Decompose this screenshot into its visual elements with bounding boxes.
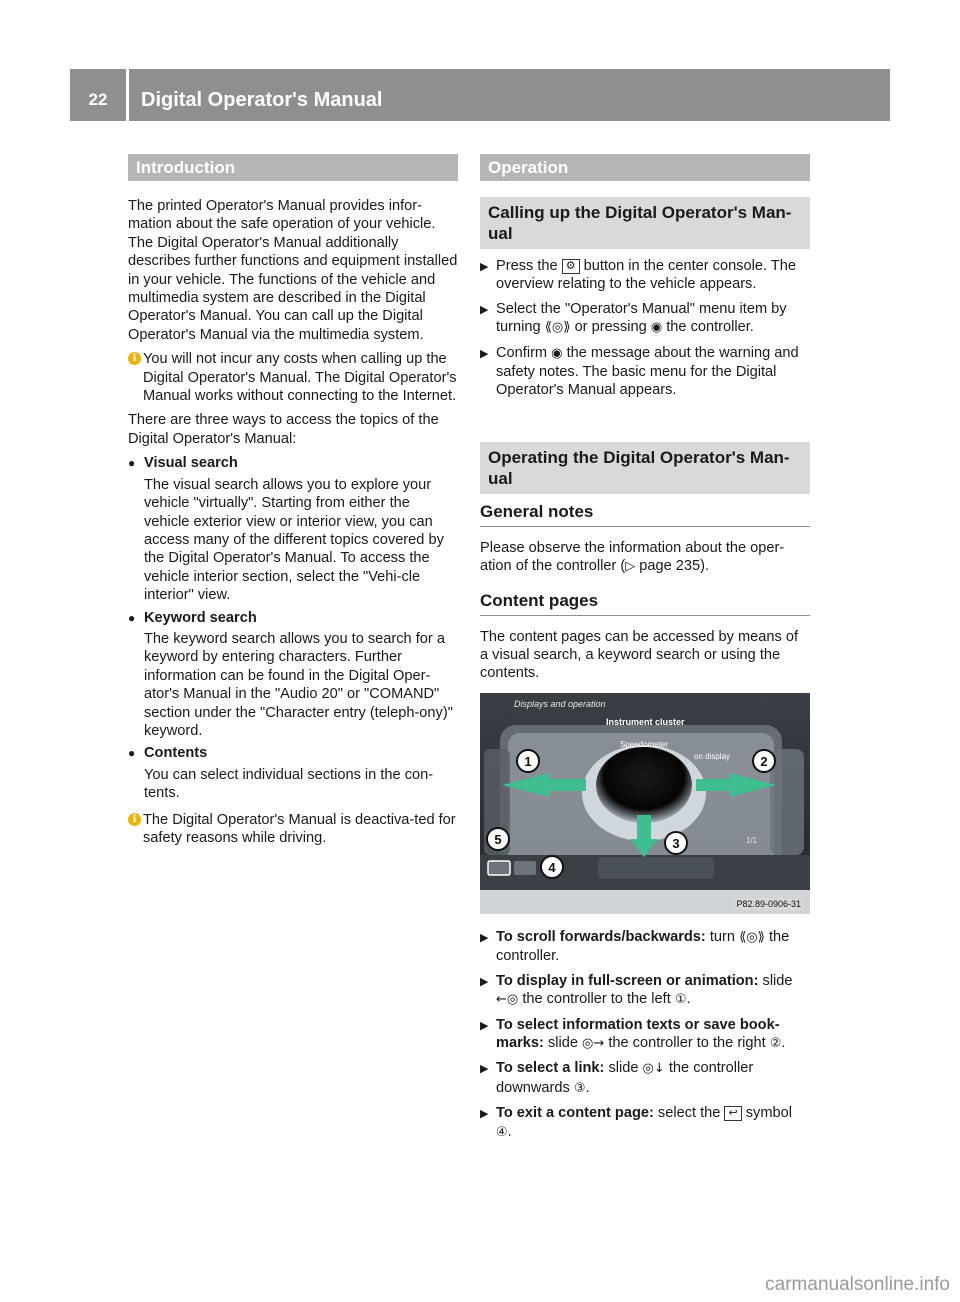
info-icon: i [128, 813, 141, 826]
step-arrow-icon: ▶ [480, 347, 489, 360]
step-scroll [480, 928, 810, 966]
general-text: Please observe the information about the oper-ation of the controller ( [480, 539, 785, 575]
bullet-icon: ● [128, 746, 136, 761]
step-arrow-icon: ▶ [480, 1108, 489, 1121]
right-column [480, 154, 810, 1148]
general-text: ). [700, 558, 710, 575]
info-note-text: You will not incur any costs when calling up the Digital Operator's Manual. The Digital Operator's Manual works without connecting to the Internet. [143, 351, 457, 405]
calling-up-heading: Calling up the Digital Operator's Man-ual [480, 197, 810, 249]
slide-left-controller-icon: ←◎ [496, 992, 519, 1008]
callout-1 [517, 750, 539, 772]
step-text: the controller to the right [608, 1034, 766, 1051]
step-arrow-icon: ▶ [480, 931, 489, 944]
bullet-icon: ● [128, 610, 136, 625]
operating-heading: Operating the Digital Operator's Man-ual [480, 442, 810, 494]
controller-figure [480, 693, 810, 914]
slide-right-controller-icon: ◎→ [582, 1035, 605, 1051]
info-note-text: The Digital Operator's Manual is deactiva-ted for safety reasons while driving. [143, 811, 456, 846]
back-symbol-icon: ↩ [724, 1106, 741, 1121]
step-ref: ① [674, 992, 687, 1008]
introduction-heading: Introduction [128, 154, 458, 181]
page-title: Digital Operator's Manual [141, 89, 383, 111]
svg-text:4: 4 [548, 859, 556, 875]
bullet-icon: ● [128, 456, 136, 471]
step-text: slide [547, 1034, 578, 1051]
step-ref: ③ [573, 1080, 586, 1096]
press-controller-icon: ◉ [551, 345, 563, 361]
step-arrow-icon: ▶ [480, 261, 489, 273]
info-note-costs [128, 350, 458, 405]
bullet-title: Contents [144, 745, 208, 762]
step-label: To display in full-screen or animation: [496, 972, 759, 989]
bullet-text: The visual search allows you to explore your vehicle "virtually". Starting from either the vehicle exterior view or interior view, you can access many of the different topics covered by the Digital Operator's Manual. To access the vehicle interior section, select the "Vehi-cle interior" view. [144, 476, 444, 604]
header-divider [126, 69, 129, 121]
step-ref: ② [769, 1035, 782, 1051]
slide-down-controller-icon: ◎↓ [642, 1061, 665, 1077]
intro-paragraph: The printed Operator's Manual provides infor-mation about the safe operation of your vehicle. The Digital Operator's Manual additionally describes further functions and equipment installed in your vehicle. The functions of the vehicle and multimedia system are described in the Digital Operator's Manual. You can call up the Digital Operator's Manual via the multimedia system. [128, 198, 458, 343]
left-column [128, 154, 458, 853]
step-text: select the [657, 1105, 721, 1122]
step-fullscreen: ▶ To display in full-screen or animation: slide ←◎ the controller to the left ①. [480, 972, 793, 1008]
car-button-icon: ⚙ [562, 259, 580, 274]
info-icon: i [128, 352, 141, 365]
bullet-title: Visual search [144, 455, 238, 472]
svg-text:2: 2 [760, 753, 768, 769]
calling-step-3 [480, 344, 810, 400]
callout-2 [753, 750, 775, 772]
step-arrow-icon: ▶ [480, 303, 489, 316]
turn-controller-icon: ⟪◎⟫ [544, 320, 571, 336]
bullet-text: The keyword search allows you to search for a keyword by entering characters. Further information can be found in the Digital Oper-ator's Manual in the "Audio 20" or "COMAND" section under the "Character entry (teleph-ony)" keyword. [144, 630, 453, 739]
step-arrow-icon: ▶ [480, 975, 489, 988]
svg-text:1: 1 [524, 753, 532, 769]
step-label: To scroll forwards/backwards: [496, 928, 706, 945]
turn-controller-icon: ⟪◎⟫ [739, 929, 765, 945]
watermark: carmanualsonline.info [765, 1274, 950, 1295]
step-text: Select the "Operator's Manual" menu item by turning [496, 300, 787, 336]
step-text: the controller downwards [496, 1060, 754, 1096]
step-text: turn [709, 928, 735, 945]
ways-paragraph: There are three ways to access the topics of the Digital Operator's Manual: [128, 412, 439, 447]
svg-text:3: 3 [672, 835, 680, 851]
step-select-link: ▶ To select a link: slide ◎↓ the controller downwards ③. [480, 1060, 754, 1096]
step-text: symbol [745, 1105, 792, 1122]
page-ref-icon: ▷ [625, 559, 636, 575]
bullet-visual-search [128, 454, 458, 604]
step-text: the controller. [666, 319, 754, 336]
figure-title-2: Instrument cluster [606, 716, 685, 727]
step-arrow-icon: ▶ [480, 1019, 489, 1032]
info-note-deactivated [128, 811, 458, 848]
figure-title-1: Displays and operation [514, 698, 606, 709]
general-notes-paragraph [480, 539, 810, 577]
content-pages-heading: Content pages [480, 591, 810, 616]
bullet-title: Keyword search [144, 609, 257, 626]
press-controller-icon: ◉ [650, 320, 663, 336]
page-number: 22 [88, 90, 108, 109]
step-text: or pressing [574, 319, 647, 336]
step-exit: ▶ To exit a content page: select the ↩ symbol ④. [480, 1105, 792, 1140]
callout-4 [541, 856, 563, 878]
step-text: slide [762, 972, 793, 989]
step-arrow-icon: ▶ [480, 1063, 489, 1076]
svg-text:5: 5 [494, 831, 502, 847]
calling-step-1 [480, 257, 810, 294]
figure-pager: 1/1 [746, 835, 758, 845]
callout-5 [487, 828, 509, 850]
figure-item-1: Speedometer [620, 739, 669, 749]
step-text: button in the center console. The overview relating to the vehicle appears. [496, 258, 796, 293]
step-text: Confirm [496, 344, 548, 361]
bullet-text: You can select individual sections in the con-tents. [144, 766, 434, 802]
callout-3 [665, 832, 687, 854]
bullet-contents [128, 744, 458, 802]
step-text: the controller. [496, 928, 790, 965]
content-pages-paragraph: The content pages can be accessed by means of a visual search, a keyword search or using the contents. [480, 628, 799, 682]
step-text: the controller to the left [522, 991, 671, 1008]
step-label: To select a link: [496, 1060, 605, 1077]
step-ref: ④ [496, 1124, 508, 1140]
page-ref-link[interactable]: page 235 [639, 558, 701, 575]
figure-caption: P82.89-0906-31 [733, 898, 804, 910]
step-label: To select information texts or save book-marks: [496, 1016, 780, 1051]
step-text: the message about the warning and safety notes. The basic menu for the Digital Operator's Manual appears. [496, 344, 799, 399]
step-text: slide [608, 1060, 639, 1077]
step-label: To exit a content page: [496, 1105, 654, 1122]
step-text: Press the [496, 258, 558, 274]
figure-item-2: on display [694, 751, 731, 761]
general-notes-heading: General notes [480, 502, 810, 527]
step-info-texts: ▶ To select information texts or save book-marks: slide ◎→ the controller to the right ②. [480, 1016, 786, 1051]
operation-heading: Operation [480, 154, 810, 181]
bullet-keyword-search [128, 609, 458, 741]
calling-step-2 [480, 300, 810, 338]
figure-illustration [480, 693, 810, 914]
